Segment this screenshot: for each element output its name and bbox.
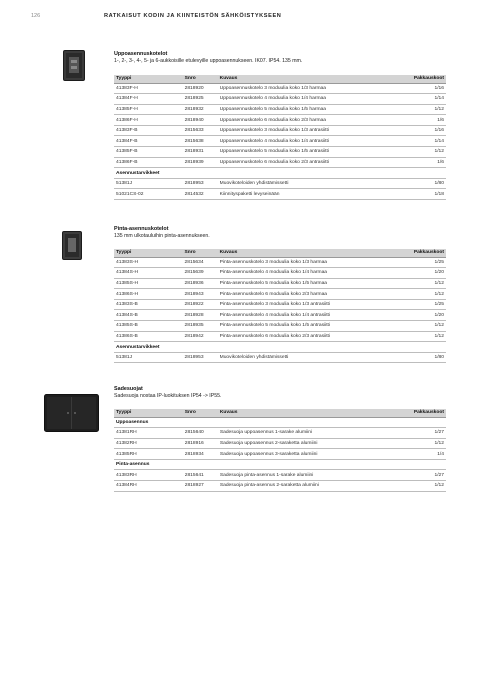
pack-size: 1/16 — [382, 125, 446, 136]
table-row — [114, 257, 446, 268]
product-code: 2818934 — [183, 449, 218, 460]
pack-size: 1/12 — [382, 289, 446, 300]
column-header-pack-size: Pakkauskoot — [382, 409, 446, 417]
product-code: 2818932 — [183, 104, 218, 115]
product-description: Uppoasennuskotelo 5 moduulia koko 1/5 antrasiitti — [218, 147, 383, 158]
rain-covers-table — [114, 409, 446, 492]
product-code: 2815633 — [183, 125, 218, 136]
product-description: Muovikoteloiden yhdistämissetti — [218, 178, 383, 189]
product-type: 41383F-B — [114, 125, 183, 136]
table-row — [114, 321, 446, 332]
product-type: 41385F-B — [114, 147, 183, 158]
product-code: 2815639 — [183, 268, 218, 279]
product-description: Pinta-asennuskotelo 4 moduulia koko 1/4 harmaa — [218, 268, 383, 279]
pack-size: 1/20 — [382, 310, 446, 321]
product-description: Pinta-asennuskotelo 4 moduulia koko 1/4 antrasiitti — [218, 310, 383, 321]
product-code: 2818922 — [183, 299, 218, 310]
product-code: 2818920 — [183, 83, 218, 94]
table-row — [114, 289, 446, 300]
surface-enclosure-image — [62, 231, 82, 260]
product-type: 41385RH — [114, 449, 183, 460]
table-header-row — [114, 75, 446, 83]
table-subheading: Pinta-asennus — [114, 459, 446, 470]
pack-size: 1/14 — [382, 136, 446, 147]
product-code: 2815634 — [183, 257, 218, 268]
product-type: 41386S-B — [114, 331, 183, 342]
product-description: Pinta-asennuskotelo 3 moduulia koko 1/3 harmaa — [218, 257, 383, 268]
product-code: 2814532 — [183, 189, 218, 200]
table-row — [114, 94, 446, 105]
product-description: Uppoasennuskotelo 5 moduulia koko 1/5 harmaa — [218, 104, 383, 115]
table-row — [114, 428, 446, 439]
product-code: 2818942 — [183, 331, 218, 342]
table-row — [114, 310, 446, 321]
product-description: Pinta-asennuskotelo 5 moduulia koko 1/5 antrasiitti — [218, 321, 383, 332]
column-header-type: Tyyppi — [114, 409, 183, 417]
pack-size: 1/14 — [382, 94, 446, 105]
product-code: 2818953 — [183, 352, 218, 363]
product-type: 41384F-B — [114, 136, 183, 147]
product-type: 41386F-B — [114, 157, 183, 168]
table-row — [114, 147, 446, 158]
table-subheading-row — [114, 417, 446, 428]
pack-size: 1/12 — [382, 278, 446, 289]
pack-size: 1/6 — [382, 115, 446, 126]
rain-cover-image — [44, 394, 99, 432]
column-header-code: Snro — [183, 409, 218, 417]
table-row — [114, 331, 446, 342]
table-subheading: Asennustarvikkeet — [114, 168, 446, 179]
table-row — [114, 83, 446, 94]
pack-size: 1/16 — [382, 83, 446, 94]
table-row — [114, 189, 446, 200]
section-title-flush: Uppoasennuskotelot — [114, 51, 168, 57]
product-description: Uppoasennuskotelo 3 moduulia koko 1/3 harmaa — [218, 83, 383, 94]
product-description: Uppoasennuskotelo 4 moduulia koko 1/4 antrasiitti — [218, 136, 383, 147]
table-header-row — [114, 249, 446, 257]
product-description: Pinta-asennuskotelo 6 moduulia koko 2/3 harmaa — [218, 289, 383, 300]
table-row — [114, 481, 446, 492]
page-number: 126 — [31, 13, 41, 19]
product-code: 2818925 — [183, 94, 218, 105]
product-description: Kiinnityspaketti levyseinään — [218, 189, 383, 200]
column-header-description: Kuvaus — [218, 75, 383, 83]
pack-size: 1/12 — [382, 147, 446, 158]
flush-enclosures-table — [114, 75, 446, 200]
table-row — [114, 104, 446, 115]
section-title-surface: Pinta-asennuskotelot — [114, 226, 169, 232]
product-description: Pinta-asennuskotelo 6 moduulia koko 2/3 antrasiitti — [218, 331, 383, 342]
table-row — [114, 449, 446, 460]
table-row — [114, 178, 446, 189]
product-code: 2818953 — [183, 178, 218, 189]
column-header-type: Tyyppi — [114, 249, 183, 257]
running-title: RATKAISUT KODIN JA KIINTEISTÖN SÄHKÖISTYKSEEN — [104, 13, 282, 19]
pack-size: 1/27 — [382, 428, 446, 439]
product-type: 41383S-B — [114, 299, 183, 310]
product-type: 41385S-H — [114, 278, 183, 289]
product-type: 41384RH — [114, 481, 183, 492]
pack-size: 1/27 — [382, 470, 446, 481]
pack-size: 1/12 — [382, 321, 446, 332]
product-type: 41386F-H — [114, 115, 183, 126]
product-type: 41385F-H — [114, 104, 183, 115]
table-subheading: Asennustarvikkeet — [114, 342, 446, 353]
product-code: 2818927 — [183, 481, 218, 492]
table-subheading-row — [114, 459, 446, 470]
product-type: 51381J — [114, 352, 183, 363]
table-subheading-row — [114, 168, 446, 179]
pack-size: 1/4 — [382, 449, 446, 460]
product-description: Uppoasennuskotelo 4 moduulia koko 1/4 harmaa — [218, 94, 383, 105]
table-row — [114, 268, 446, 279]
product-type: 41381RH — [114, 428, 183, 439]
product-type: 41386S-H — [114, 289, 183, 300]
pack-size: 1/12 — [382, 481, 446, 492]
product-type: 41383RH — [114, 470, 183, 481]
product-description: Uppoasennuskotelo 3 moduulia koko 1/3 antrasiitti — [218, 125, 383, 136]
pack-size: 1/20 — [382, 268, 446, 279]
section-desc-flush: 1-, 2-, 3-, 4-, 5- ja 6-aukkoisille etulevyille uppoasennukseen. IK07. IP54. 135 mm. — [114, 58, 303, 64]
product-description: Sadesuoja uppoasennus 3-saraketta alumiini — [218, 449, 382, 460]
table-row — [114, 299, 446, 310]
pack-size: 1/12 — [382, 104, 446, 115]
product-code: 2818928 — [183, 310, 218, 321]
product-type: 41384S-H — [114, 268, 183, 279]
surface-enclosures-table — [114, 249, 446, 363]
product-code: 2818931 — [183, 147, 218, 158]
pack-size: 1/18 — [382, 189, 446, 200]
product-code: 2818936 — [183, 278, 218, 289]
product-type: 41385S-B — [114, 321, 183, 332]
table-subheading-row — [114, 342, 446, 353]
product-code: 2818940 — [183, 115, 218, 126]
product-type: 51021CS-02 — [114, 189, 183, 200]
product-description: Uppoasennuskotelo 6 moduulia koko 2/3 harmaa — [218, 115, 383, 126]
product-description: Pinta-asennuskotelo 3 moduulia koko 1/3 antrasiitti — [218, 299, 383, 310]
table-subheading: Uppoasennus — [114, 417, 446, 428]
table-row — [114, 438, 446, 449]
product-code: 2818916 — [183, 438, 218, 449]
table-row — [114, 470, 446, 481]
product-type: 41382RH — [114, 438, 183, 449]
product-code: 2818943 — [183, 289, 218, 300]
product-type: 41384F-H — [114, 94, 183, 105]
product-code: 2815641 — [183, 470, 218, 481]
section-desc-surface: 135 mm ulkotauluihin pinta-asennukseen. — [114, 233, 210, 239]
pack-size: 1/12 — [382, 438, 446, 449]
pack-size: 1/25 — [382, 299, 446, 310]
product-code: 2818939 — [183, 157, 218, 168]
pack-size: 1/80 — [382, 178, 446, 189]
product-description: Sadesuoja uppoasennus 2-saraketta alumiini — [218, 438, 382, 449]
pack-size: 1/25 — [382, 257, 446, 268]
table-row — [114, 278, 446, 289]
product-type: 41383S-H — [114, 257, 183, 268]
table-row — [114, 352, 446, 363]
product-description: Uppoasennuskotelo 6 moduulia koko 2/3 antrasiitti — [218, 157, 383, 168]
product-description: Pinta-asennuskotelo 5 moduulia koko 1/5 harmaa — [218, 278, 383, 289]
table-header-row — [114, 409, 446, 417]
flush-enclosure-image — [63, 50, 85, 81]
pack-size: 1/80 — [382, 352, 446, 363]
pack-size: 1/6 — [382, 157, 446, 168]
product-description: Sadesuoja uppoasennus 1-sarake alumiini — [218, 428, 382, 439]
table-row — [114, 125, 446, 136]
product-type: 41383F-H — [114, 83, 183, 94]
product-type: 51381J — [114, 178, 183, 189]
table-row — [114, 136, 446, 147]
table-row — [114, 115, 446, 126]
product-code: 2818935 — [183, 321, 218, 332]
column-header-description: Kuvaus — [218, 409, 382, 417]
column-header-type: Tyyppi — [114, 75, 183, 83]
table-row — [114, 157, 446, 168]
column-header-description: Kuvaus — [218, 249, 383, 257]
column-header-pack-size: Pakkauskoot — [382, 249, 446, 257]
product-description: Muovikoteloiden yhdistämissetti — [218, 352, 383, 363]
product-code: 2815638 — [183, 136, 218, 147]
section-desc-rain: Sadesuoja nostaa IP-luokituksen IP54 -> IP55. — [114, 393, 222, 399]
pack-size: 1/12 — [382, 331, 446, 342]
product-type: 41384S-B — [114, 310, 183, 321]
product-code: 2815640 — [183, 428, 218, 439]
column-header-code: Snro — [183, 75, 218, 83]
column-header-code: Snro — [183, 249, 218, 257]
product-description: Sadesuoja pinta-asennus 2-saraketta alumiini — [218, 481, 382, 492]
section-title-rain: Sadesuojat — [114, 386, 143, 392]
product-description: Sadesuoja pinta-asennus 1-sarake alumiini — [218, 470, 382, 481]
column-header-pack-size: Pakkauskoot — [382, 75, 446, 83]
